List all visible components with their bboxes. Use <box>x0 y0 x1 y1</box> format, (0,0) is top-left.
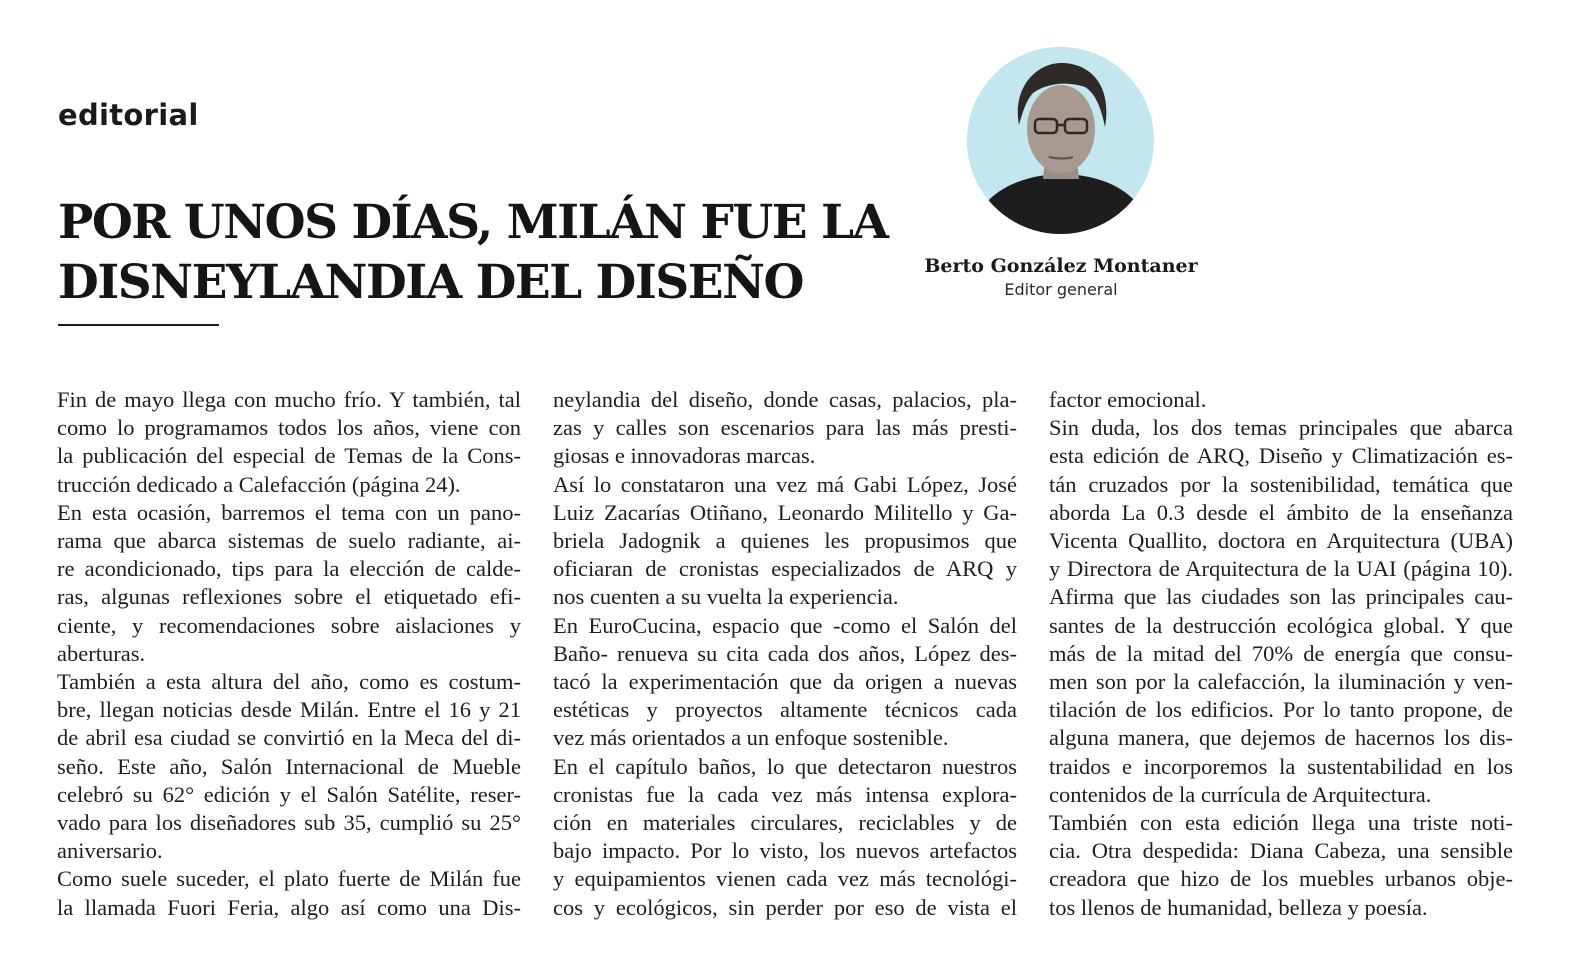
article-line: zas y calles son escenarios para las más presti- <box>553 415 1017 441</box>
article-line: tacó la experimentación que da origen a nuevas <box>553 669 1017 695</box>
author-name: Berto González Montaner <box>924 255 1198 277</box>
article-column-2 <box>553 386 1017 922</box>
article-line: En el capítulo baños, lo que detectaron nuestros <box>553 753 1017 779</box>
article-line: neylandia del diseño, donde casas, palacios, pla- <box>553 387 1017 412</box>
article-line: la publicación del especial de Temas de la Cons- <box>57 443 521 469</box>
article-line: vado para los diseñadores sub 35, cumplió su 25° <box>57 810 521 836</box>
article-line: tilación de los edificios. Por lo tanto propone, de <box>1049 697 1513 723</box>
article-line: santes de la destrucción ecológica global. Y que <box>1049 612 1513 638</box>
article-line: bre, llegan noticias desde Milán. Entre el 16 y 21 <box>57 697 521 723</box>
article-line: re acondicionado, tips para la elección de calde- <box>57 556 521 582</box>
article-line: traidos e incorporemos la sustentabilidad en los <box>1049 753 1513 779</box>
article-line: estéticas y proyectos altamente técnicos cada <box>553 697 1017 723</box>
article-line: alguna manera, que dejemos de hacernos los dis- <box>1049 725 1513 751</box>
article-line: aberturas. <box>57 640 146 666</box>
article-line: rama que abarca sistemas de suelo radiante, ai- <box>57 528 521 554</box>
article-column-3 <box>1049 386 1513 922</box>
article-line: oficiaran de cronistas especializados de ARQ y <box>553 556 1017 582</box>
article-line: men son por la calefacción, la iluminación y ven- <box>1049 669 1513 695</box>
article-line: En esta ocasión, barremos el tema con un pano- <box>57 499 521 525</box>
article-line: vez más orientados a un enfoque sostenible. <box>553 725 949 751</box>
article-line: Sin duda, los dos temas principales que abarca <box>1049 415 1513 441</box>
article-line: Como suele suceder, el plato fuerte de Milán fue <box>57 866 521 892</box>
headline <box>58 193 888 313</box>
article-line: ras, algunas reflexiones sobre el etiquetado efi- <box>57 584 521 610</box>
article-column-1 <box>57 386 521 922</box>
article-line: giosas e innovadoras marcas. <box>553 443 816 469</box>
article-line: Así lo constataron una vez má Gabi López, José <box>553 471 1017 497</box>
article-line: ciente, y recomendaciones sobre aislaciones y <box>57 612 521 638</box>
article-line: contenidos de la currícula de Arquitectura. <box>1049 781 1432 807</box>
article-line: más de la mitad del 70% de energía que consu- <box>1049 640 1513 666</box>
article-line: cos y ecológicos, sin perder por eso de vista el <box>553 894 1017 920</box>
author-photo <box>967 47 1154 234</box>
article-line: cronistas fue la cada vez más intensa explora- <box>553 781 1017 807</box>
article-line: y equipamientos vienen cada vez más tecnológi- <box>553 866 1017 892</box>
article-line: aborda La 0.3 desde el ámbito de la enseñanza <box>1049 499 1513 525</box>
article-line: la llamada Fuori Feria, algo así como una Dis- <box>57 894 521 920</box>
headline-line-2: DISNEYLANDIA DEL DISEÑO <box>58 255 803 310</box>
article-line: tos llenos de humanidad, belleza y poesía. <box>1049 894 1428 920</box>
article-line: Luiz Zacarías Otiñano, Leonardo Militello y Ga- <box>553 499 1017 525</box>
article-line: de abril esa ciudad se convirtió en la Meca del di- <box>57 725 521 751</box>
article-line: esta edición de ARQ, Diseño y Climatización es- <box>1049 443 1513 469</box>
article-line: celebró su 62° edición y el Salón Satélite, reser- <box>57 781 521 807</box>
article-line: También a esta altura del año, como es costum- <box>57 669 521 695</box>
article-line: Baño- renueva su cita cada dos años, López des- <box>553 640 1017 666</box>
article-line: aniversario. <box>57 838 163 864</box>
author-role: Editor general <box>1004 280 1118 299</box>
article-line: nos cuenten a su vuelta la experiencia. <box>553 584 899 610</box>
article-line: cia. Otra despedida: Diana Cabeza, una sensible <box>1049 838 1513 864</box>
article-line: como lo programamos todos los años, viene con <box>57 415 521 441</box>
article-line: trucción dedicado a Calefacción (página 24). <box>57 471 461 497</box>
article-line: En EuroCucina, espacio que -como el Salón del <box>553 612 1017 638</box>
article-line: y Directora de Arquitectura de la UAI (página 10). <box>1049 556 1513 582</box>
article-line: briela Jadognik a quienes les propusimos que <box>553 528 1017 554</box>
article-line: seño. Este año, Salón Internacional de Mueble <box>57 753 521 779</box>
section-label: editorial <box>58 98 199 132</box>
headline-divider <box>58 324 219 326</box>
article-line: tán cruzados por la sostenibilidad, temática que <box>1049 471 1513 497</box>
article-line: Fin de mayo llega con mucho frío. Y también, tal <box>57 387 521 412</box>
article-line: ción en materiales circulares, reciclables y de <box>553 810 1017 836</box>
article-line: También con esta edición llega una triste noti- <box>1049 810 1513 836</box>
article-line: Afirma que las ciudades son las principales cau- <box>1049 584 1513 610</box>
headline-line-1: POR UNOS DÍAS, MILÁN FUE LA <box>58 195 888 250</box>
article-line: Vicenta Quallito, doctora en Arquitectura (UBA) <box>1049 528 1513 554</box>
article-line: bajo impacto. Por lo visto, los nuevos artefactos <box>553 838 1017 864</box>
article-line: factor emocional. <box>1049 387 1207 412</box>
author-portrait-image <box>967 47 1154 234</box>
article-line: creadora que hizo de los muebles urbanos obje- <box>1049 866 1513 892</box>
